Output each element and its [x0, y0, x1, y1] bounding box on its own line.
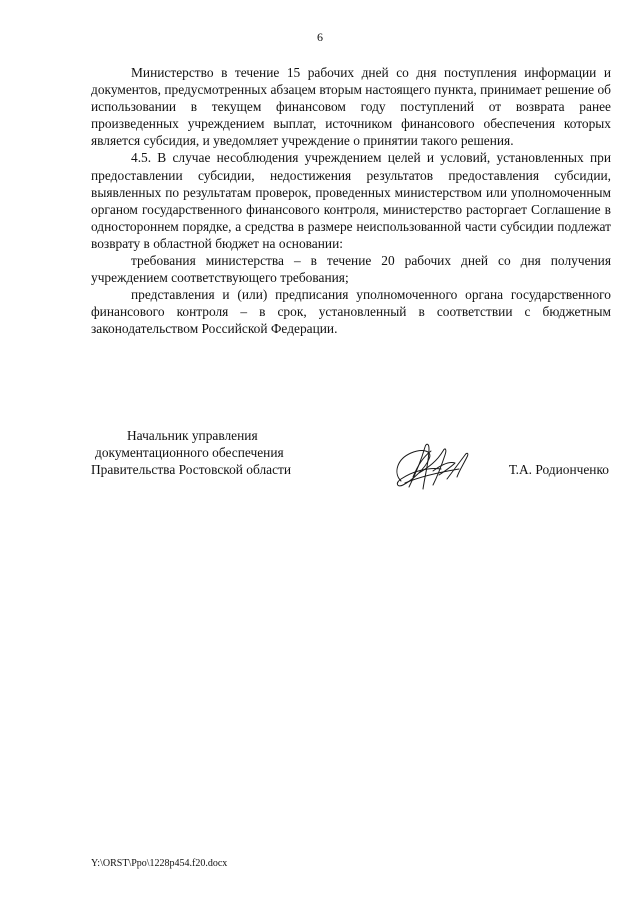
signer-name: Т.А. Родионченко: [508, 462, 609, 477]
handwritten-signature: [389, 437, 479, 497]
paragraph-decision: Министерство в течение 15 рабочих дней со дня поступления информации и документов, предусмотренных абзацем вторым настоящего пункта, принимает решение об использовании в текущем финансовом году поступлений от возврата ранее произведенных учреждением выплат, источником финансового обеспечения которых является субсидия, и уведомляет учреждение о принятии такого решения.: [91, 65, 611, 149]
signature-block: [91, 427, 611, 497]
paragraph-ministry-requirement: требования министерства – в течение 20 рабочих дней со дня получения учреждением соответствующего требования;: [91, 253, 611, 286]
paragraph-4-5: 4.5. В случае несоблюдения учреждением целей и условий, установленных при предоставлении субсидии, недостижения результатов предоставления субсидии, выявленных по результатам проверок, проведенных министерством или уполномоченным органом государственного финансового контроля, министерство расторгает Соглашение в одностороннем порядке, а средства в размере неиспользованной части субсидии подлежат возврату в областной бюджет на основании:: [91, 150, 611, 251]
paragraph-control-body-order: представления и (или) предписания уполномоченного органа государственного финансового контроля – в срок, установленный в соответствии с бюджетным законодательством Российской Федерации.: [91, 287, 611, 337]
signer-title-line-1: Начальник управления: [127, 428, 258, 443]
signer-title-line-3: Правительства Ростовской области: [91, 462, 292, 478]
signer-title: [91, 427, 341, 478]
page-number: 6: [317, 30, 323, 44]
footer-file-path: Y:\ORST\Ppo\1228p454.f20.docx: [91, 858, 228, 869]
signer-title-line-2: документационного обеспечения: [95, 445, 284, 461]
document-body: [91, 64, 611, 338]
